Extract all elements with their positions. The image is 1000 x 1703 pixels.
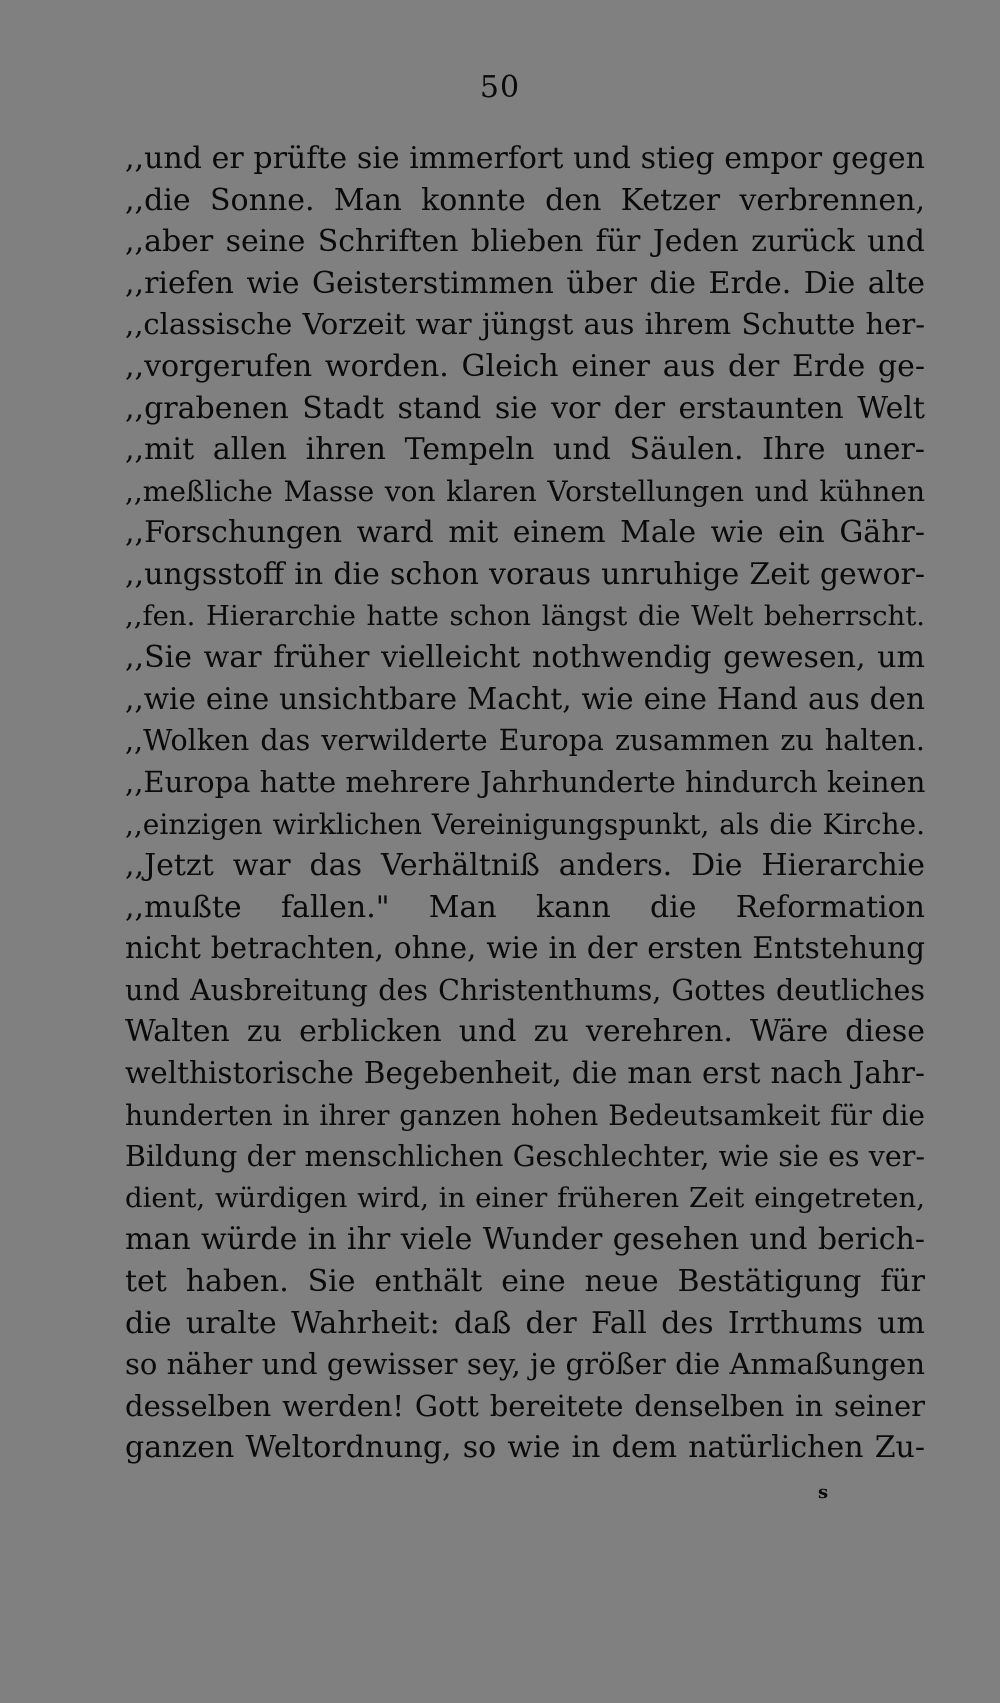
text-line: ,,vorgerufen worden. Gleich einer aus der Erde ge- (125, 348, 925, 384)
text-line: ,,mußte fallen." Man kann die Reformation (125, 889, 925, 925)
body-text (125, 138, 925, 1469)
text-line: die uralte Wahrheit: daß der Fall des Irrthums um (125, 1305, 925, 1341)
text-line: ,,Forschungen ward mit einem Male wie ein Gähr- (125, 515, 925, 551)
text-line: ,,aber seine Schriften blieben für Jeden zurück und (125, 224, 925, 260)
catchword-mark: s (818, 1482, 829, 1503)
text-line: ,,mit allen ihren Tempeln und Säulen. Ihre uner- (125, 432, 925, 468)
text-line: ,,Europa hatte mehrere Jahrhunderte hindurch keinen (125, 764, 926, 799)
text-line: ,,Wolken das verwilderte Europa zusammen zu halten. (125, 724, 925, 758)
text-line: dient, würdigen wird, in einer früheren Zeit eingetreten, (125, 1181, 925, 1214)
text-line: welthistorische Begebenheit, die man erst nach Jahr- (125, 1056, 925, 1091)
text-line: ,,classische Vorzeit war jüngst aus ihrem Schutte her- (125, 307, 925, 342)
text-line: nicht betrachten, ohne, wie in der ersten Entstehung (125, 931, 925, 966)
text-line: und Ausbreitung des Christenthums, Gottes deutliches (125, 973, 925, 1007)
text-line: ,,einzigen wirklichen Vereinigungspunkt, als die Kirche. (125, 807, 925, 841)
text-line: man würde in ihr viele Wunder gesehen und berich- (125, 1222, 925, 1258)
text-line: ,,riefen wie Geisterstimmen über die Erde. Die alte (125, 265, 925, 301)
text-line: ganzen Weltordnung, so wie in dem natürlichen Zu- (125, 1430, 925, 1466)
text-line: hunderten in ihrer ganzen hohen Bedeutsamkeit für die (125, 1098, 925, 1132)
text-line: desselben werden! Gott bereitete denselben in seiner (125, 1388, 925, 1423)
text-line: ,,die Sonne. Man konnte den Ketzer verbrennen, (125, 182, 925, 218)
text-line: ,,fen. Hierarchie hatte schon längst die Welt beherrscht. (125, 599, 925, 632)
text-line: Bildung der menschlichen Geschlechter, wie sie es ver- (125, 1140, 925, 1174)
text-line: ,,meßliche Masse von klaren Vorstellungen und kühnen (125, 474, 925, 508)
text-line: so näher und gewisser sey, je größer die Anmaßungen (125, 1347, 925, 1382)
page-number: 50 (479, 70, 521, 105)
text-line: ,,ungsstoff in die schon voraus unruhige Zeit gewor- (125, 556, 925, 592)
text-line: Walten zu erblicken und zu verehren. Wäre diese (125, 1014, 925, 1050)
text-line: ,,Sie war früher vielleicht nothwendig gewesen, um (125, 640, 925, 676)
text-line: ,,grabenen Stadt stand sie vor der erstaunten Welt (125, 390, 925, 426)
text-line: ,,wie eine unsichtbare Macht, wie eine Hand aus den (125, 681, 925, 716)
text-line: tet haben. Sie enthält eine neue Bestätigung für (125, 1264, 925, 1300)
text-line: ,,und er prüfte sie immerfort und stieg empor gegen (125, 141, 925, 176)
text-line: ,,Jetzt war das Verhältniß anders. Die Hierarchie (125, 848, 925, 884)
